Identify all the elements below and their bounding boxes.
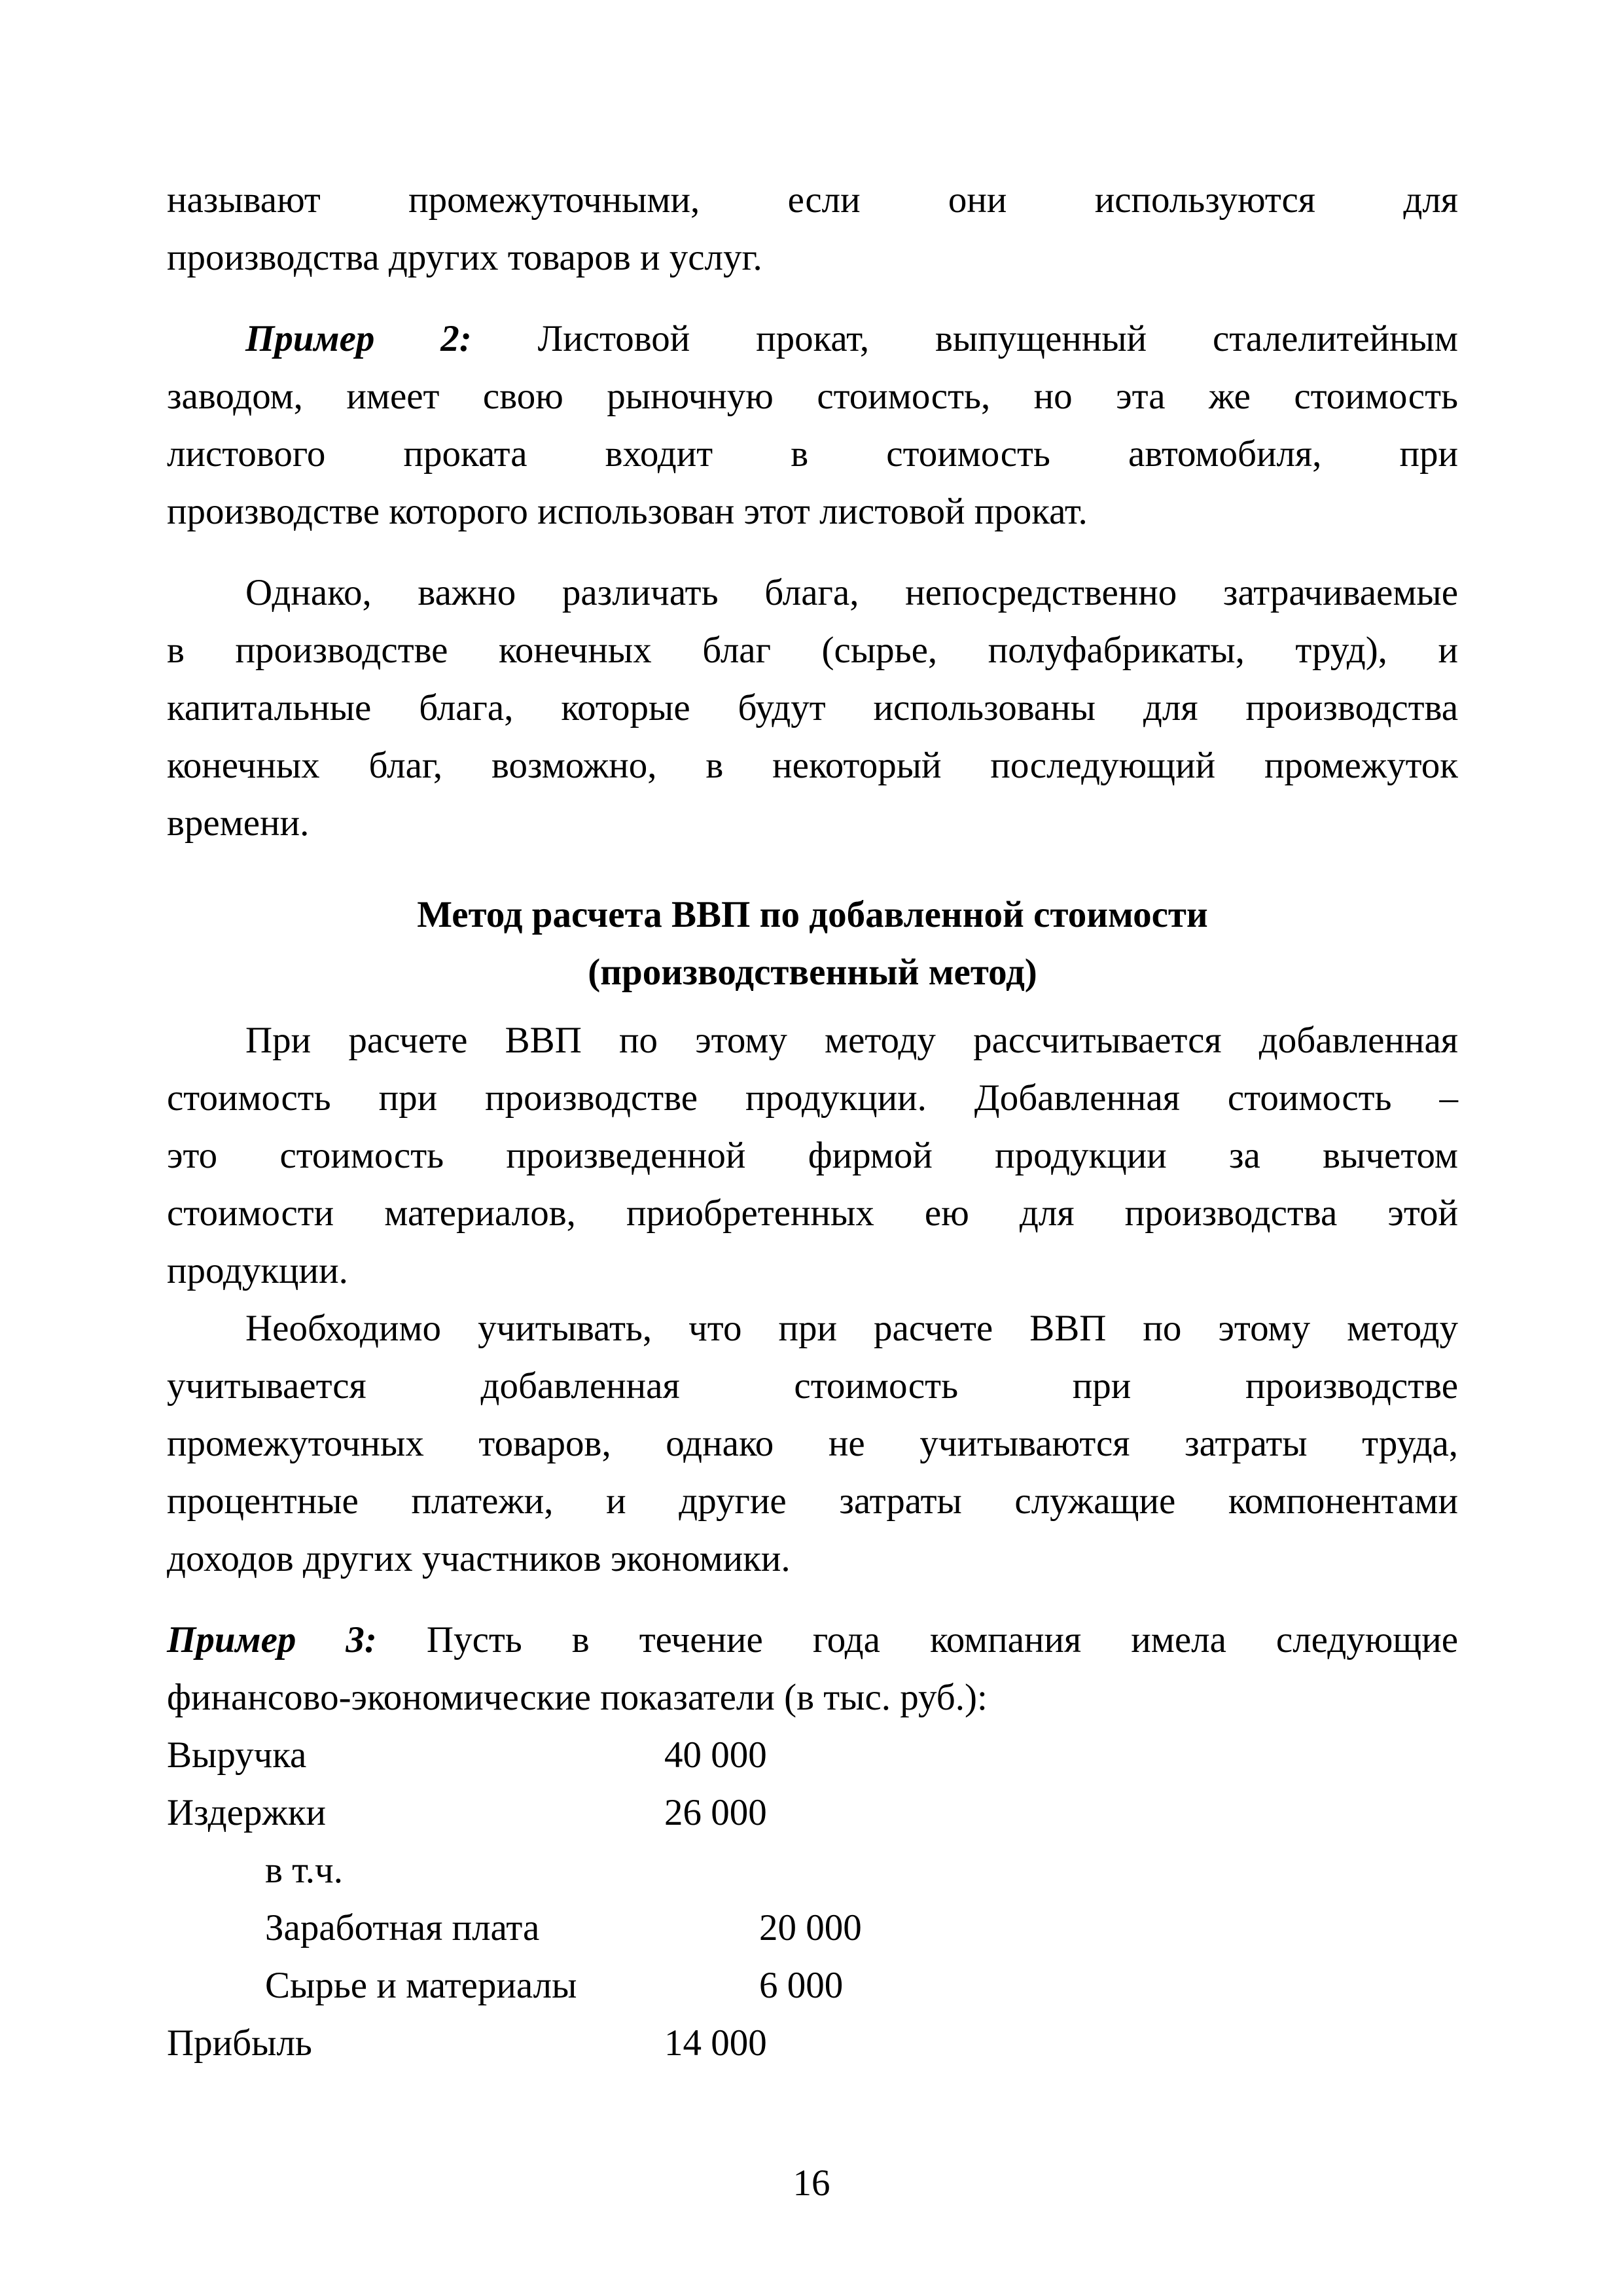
- page-number: 16: [793, 2162, 830, 2204]
- paragraph-example-3: [167, 1611, 1458, 1727]
- text-line: доходов других участников экономики.: [167, 1538, 791, 1579]
- text-line: Однако, важно различать блага, непосредственно затрачиваемые: [245, 572, 1458, 613]
- text-line: производства других товаров и услуг.: [167, 237, 762, 278]
- text-line: заводом, имеет свою рыночную стоимость, но эта же стоимость: [167, 376, 1458, 417]
- paragraph-example-2: [167, 310, 1458, 541]
- indicator-value: 40 000: [664, 1734, 767, 1776]
- indicator-value: 14 000: [664, 2022, 767, 2064]
- text-line: это стоимость произведенной фирмой продукции за вычетом: [167, 1135, 1458, 1176]
- paragraph-capital-goods: [167, 564, 1458, 852]
- example-2-label: Пример 2:: [245, 318, 472, 359]
- text-line: продукции.: [167, 1250, 348, 1291]
- indicator-value: 26 000: [664, 1792, 767, 1833]
- example-3-label: Пример 3:: [167, 1619, 377, 1660]
- text-line: [167, 310, 1458, 368]
- indicator-label: Заработная плата: [265, 1907, 540, 1948]
- indicator-row-including: [167, 1842, 1458, 1899]
- text-line: учитывается добавленная стоимость при производстве: [167, 1365, 1458, 1407]
- paragraph-value-added-definition: [167, 1012, 1458, 1300]
- text-line: При расчете ВВП по этому методу рассчитывается добавленная: [245, 1020, 1458, 1061]
- indicator-row-materials: [167, 1957, 1458, 2015]
- text-line: производстве которого использован этот листовой прокат.: [167, 491, 1088, 532]
- text-run: Листовой прокат, выпущенный сталелитейным: [537, 318, 1459, 359]
- indicator-row-revenue: [167, 1727, 1458, 1784]
- text-line: стоимости материалов, приобретенных ею для производства этой: [167, 1193, 1458, 1234]
- indicator-row-profit: [167, 2015, 1458, 2072]
- indicator-label: Выручка: [167, 1734, 307, 1776]
- paragraph-value-added-note: [167, 1300, 1458, 1588]
- indicator-row-costs: [167, 1784, 1458, 1842]
- section-heading: [167, 886, 1458, 1001]
- text-line: Необходимо учитывать, что при расчете ВВП по этому методу: [245, 1308, 1458, 1349]
- text-line: стоимость при производстве продукции. Добавленная стоимость –: [167, 1077, 1458, 1119]
- text-line: процентные платежи, и другие затраты служащие компонентами: [167, 1480, 1458, 1522]
- section-heading-line: Метод расчета ВВП по добавленной стоимости: [417, 894, 1208, 935]
- indicator-label: Сырье и материалы: [265, 1965, 577, 2006]
- text-line: называют промежуточными, если они используются для: [167, 179, 1458, 221]
- text-line: финансово-экономические показатели (в тыс. руб.):: [167, 1677, 988, 1718]
- text-run: Пусть в течение года компания имела следующие: [426, 1619, 1458, 1660]
- text-line: капитальные блага, которые будут использованы для производства: [167, 687, 1458, 728]
- financial-indicators-list: [167, 1727, 1458, 2072]
- indicator-row-wages: [167, 1899, 1458, 1957]
- indicator-label: в т.ч.: [265, 1850, 343, 1891]
- indicator-label: Издержки: [167, 1792, 327, 1833]
- section-heading-line: (производственный метод): [588, 952, 1037, 993]
- paragraph-intermediate-goods: [167, 171, 1458, 287]
- text-line: конечных благ, возможно, в некоторый последующий промежуток: [167, 745, 1458, 786]
- indicator-label: Прибыль: [167, 2022, 312, 2064]
- text-line: листового проката входит в стоимость автомобиля, при: [167, 433, 1458, 475]
- text-line: [167, 1611, 1458, 1669]
- text-line: промежуточных товаров, однако не учитываются затраты труда,: [167, 1423, 1458, 1464]
- indicator-value: 20 000: [759, 1907, 862, 1948]
- text-line: времени.: [167, 802, 310, 844]
- indicator-value: 6 000: [759, 1965, 844, 2006]
- text-line: в производстве конечных благ (сырье, полуфабрикаты, труд), и: [167, 630, 1458, 671]
